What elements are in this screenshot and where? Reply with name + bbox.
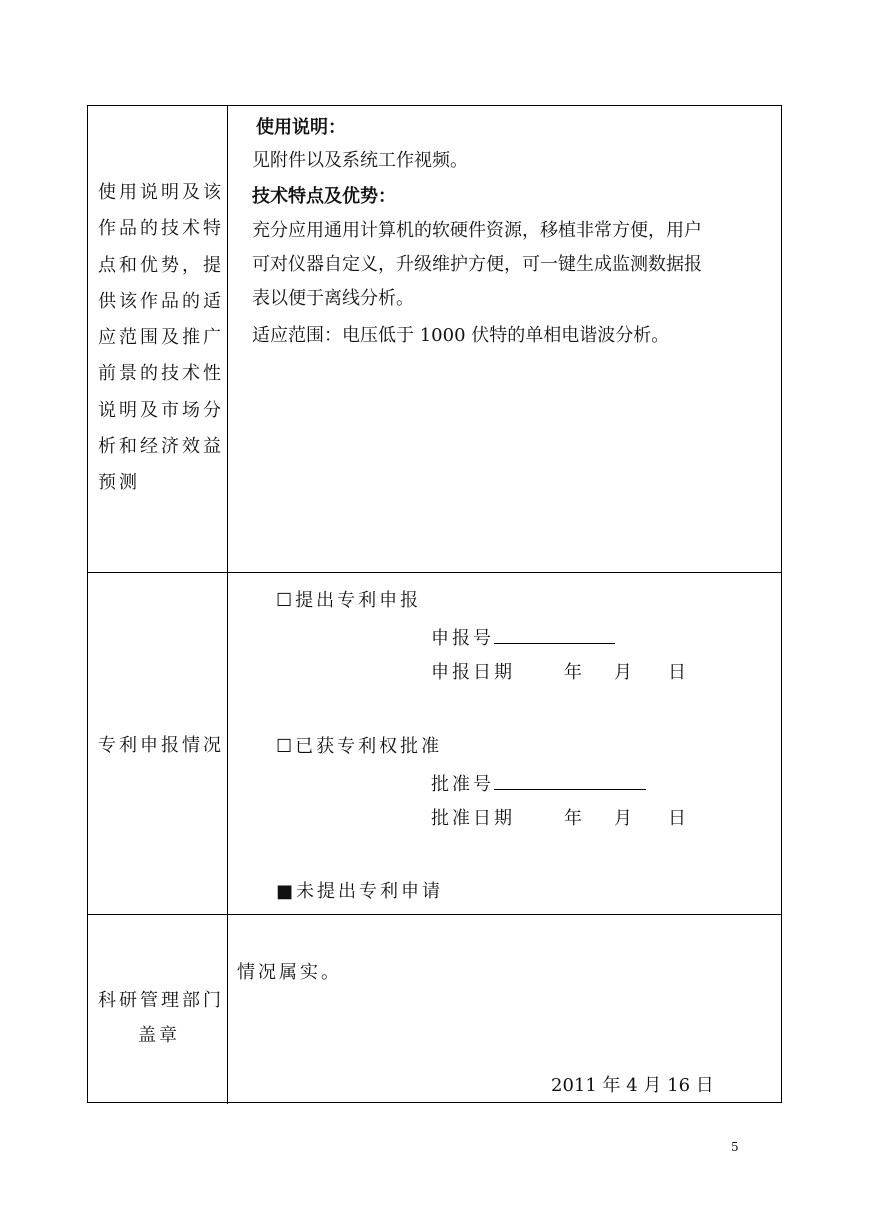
label-line-9: 预测 <box>98 472 140 493</box>
technical-description-content-cell <box>228 106 781 572</box>
application-day-label: 日 <box>668 662 686 683</box>
approval-year-label: 年 <box>564 808 582 829</box>
approval-number-label: 批准号 <box>431 774 494 795</box>
page-number: 5 <box>731 1140 739 1154</box>
research-dept-seal-row <box>88 914 781 1104</box>
approval-month-label: 月 <box>614 808 632 829</box>
usage-heading: 使用说明： <box>256 117 346 138</box>
label-line-8: 析和经济效益 <box>98 436 224 457</box>
research-dept-label-line-1: 科研管理部门 <box>98 990 224 1011</box>
label-line-6: 前景的技术性 <box>98 363 224 384</box>
granted-patent-option[interactable]: ☐已获专利权批准 <box>276 736 443 757</box>
approval-date-label: 批准日期 <box>431 808 515 829</box>
label-line-5: 应范围及推广 <box>98 327 224 348</box>
application-number-blank[interactable] <box>494 627 615 644</box>
research-dept-label-cell <box>88 914 228 1104</box>
approval-day-label: 日 <box>668 808 686 829</box>
features-line-1: 充分应用通用计算机的软硬件资源，移植非常方便，用户 <box>252 220 702 241</box>
technical-description-row <box>88 106 781 573</box>
label-line-3: 点和优势，提 <box>98 255 224 276</box>
label-line-1: 使用说明及该 <box>98 182 224 203</box>
application-year-label: 年 <box>564 662 582 683</box>
research-dept-label-line-2: 盖章 <box>138 1025 180 1046</box>
application-number-field[interactable] <box>431 627 615 649</box>
patent-status-label-cell <box>88 572 228 914</box>
approval-number-field[interactable] <box>431 773 646 795</box>
submit-patent-option[interactable]: ☐提出专利申报 <box>276 590 422 611</box>
technical-description-label-cell <box>88 106 228 572</box>
verification-statement: 情况属实。 <box>237 962 342 983</box>
approval-number-blank[interactable] <box>494 773 646 790</box>
features-heading: 技术特点及优势： <box>252 186 396 207</box>
application-date-label: 申报日期 <box>431 662 515 683</box>
research-dept-content-cell <box>228 914 781 1104</box>
features-line-3: 表以便于离线分析。 <box>252 288 414 309</box>
patent-status-content-cell <box>228 572 781 914</box>
patent-status-label: 专利申报情况 <box>98 735 224 756</box>
usage-text: 见附件以及系统工作视频。 <box>252 150 468 171</box>
features-line-2: 可对仪器自定义，升级维护方便，可一键生成监测数据报 <box>252 254 702 275</box>
scope-text: 适应范围：电压低于 1000 伏特的单相电谐波分析。 <box>252 325 670 346</box>
patent-status-row <box>88 572 781 915</box>
application-number-label: 申报号 <box>431 628 494 649</box>
application-form-table <box>87 105 782 1103</box>
application-month-label: 月 <box>614 662 632 683</box>
label-line-7: 说明及市场分 <box>98 400 224 421</box>
not-submitted-option[interactable]: ■未提出专利申请 <box>276 881 444 902</box>
seal-date: 2011 年 4 月 16 日 <box>551 1075 714 1096</box>
label-line-4: 供该作品的适 <box>98 291 224 312</box>
label-line-2: 作品的技术特 <box>98 218 224 239</box>
